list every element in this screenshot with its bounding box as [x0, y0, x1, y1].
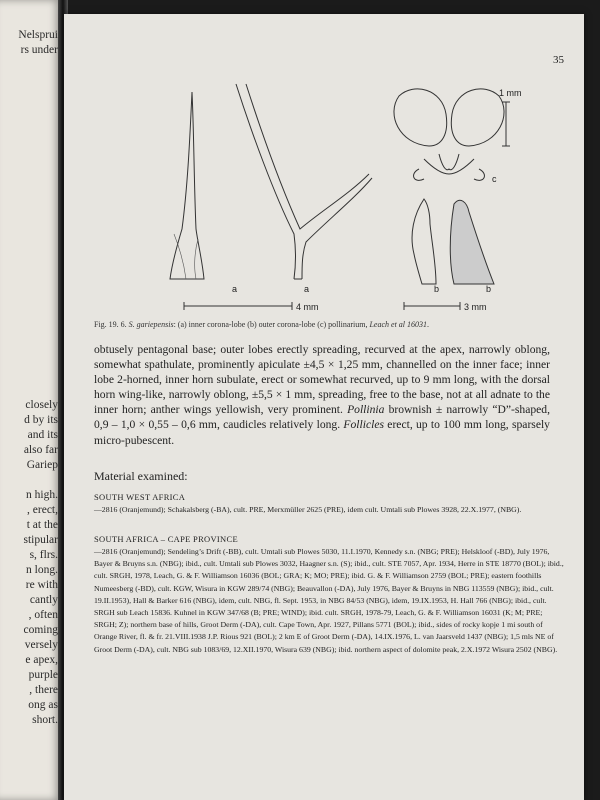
- left-fragment: also far: [23, 444, 58, 456]
- left-fragment: s, flrs.: [29, 549, 58, 561]
- left-fragment: re with: [25, 579, 58, 591]
- botanical-figure: [124, 74, 524, 319]
- material-heading: Material examined:: [94, 469, 188, 483]
- caption-source: Leach et al 16031: [369, 320, 428, 329]
- figure-caption: [94, 320, 564, 329]
- label-a2: a: [304, 284, 310, 294]
- sacp-records: —2816 (Oranjemund); Sendeling’s Drift (-BB), cult. Umtali sub Plowes 5030, 11.I.1970, Kennedy s.n. (NBG; PRE); Helskloof (-BD), July 1976, Bayer & Bruyns s.n. (NBG); ibid., cult. Umtali sub Plowes 3032, Haagner s.n. (S); ibid., cult. STE 7057, Apr. 1934, Herre in STE 18770 (BOL); ibid., cult. SRGH, 1978, Leach, G. & F. Williamson 16036 (BOL; GRA; K; MO; PRE); ibid. G. & F. Williamson 2759 (BOL; PRE); eastern foothills Numeesberg (-BD), cult. KGW, Wisura in KGW 289/74 (NBG); Beauvallon (-DA), July 1976, Bayer & Bruyns in NBG 113559 (NBG); ibid., cult. 19.II.1953), Hall & Barker 616 (NBG), idem, cult. NBG, fl. Sept. 1953, in NBG 84/53 (NBG), idem, 19.IX.1953, H. Hall 766 (NBG); ibid., cult. SRGH sub Leach 15836. Kuhnel in KGW 347/68 (B; PRE; WIND); ibid. cult. SRGH, 1978-79, Leach, G. & F. Williamson 16031 (K; M; PRE; SRGH; Z); northern base of hills, Groot Derm (-DA), cult. Cape Town, Apr. 1927, Pillans 5771 (BOL); ibid., sides of rocky kopje 1 mi south of Orange River, fl. & fr. 21.VIII.1938 J.P. Rious 921 (BOL); 2 km E of Groot Derm (-DA), 14.IX.1976, L. van Jaarsveld 1437 (NBG); 1,5 mls NE of Groot Derm (-DA), cult. NBG sub 1083/69, 12.XII.1970, Wisura 639 (NBG); ibid. northern aspect of dolomite peak, 2.X.1972 Wisura 2502 (NBG).: [94, 547, 564, 654]
- outer-lobe-drawing-b1: [412, 199, 436, 284]
- left-fragment: , often: [28, 609, 58, 621]
- pollinia-text: brownish ± narrowly “D”-shaped, 0,9 – 1,0 × 0,55 – 0,6 mm, caudicles relatively long.: [94, 403, 550, 432]
- follicles-text: erect, up to 100 mm long, sparsely micro-pubescent.: [94, 418, 550, 447]
- left-page-edge: [0, 0, 62, 800]
- left-fragment: coming: [23, 624, 58, 636]
- label-a1: a: [232, 284, 238, 294]
- left-fragment: ong as: [28, 699, 58, 711]
- description-text: obtusely pentagonal base; outer lobes erectly spreading, recurved at the apex, narrowly oblong, somewhat spathulate, prominently apiculate ±4,5 × 1,25 mm, channelled on the inner face; inner lobe 2-horned, inner horn subulate, erect or somewhat recurved, up to 9 mm long, with the dorsal horn wing-like, narrowly oblong, ±5,5 × 1 mm, spreading, free to the base, not at all adnate to the inner horn; anther wings yellowish, very prominent.: [94, 343, 550, 417]
- left-fragment: closely: [25, 399, 58, 411]
- pollinarium-drawing: [394, 89, 504, 180]
- left-fragment: , erect,: [27, 504, 58, 516]
- outer-lobe-drawing-b2: [450, 200, 494, 284]
- figure-drawing: [124, 74, 524, 319]
- scale-label-c: 1 mm: [499, 88, 522, 98]
- left-fragment: purple: [28, 669, 58, 681]
- caption-end: .: [427, 320, 430, 329]
- page-number: 35: [553, 54, 564, 66]
- left-fragment: t at the: [26, 519, 58, 531]
- caption-prefix: Fig. 19. 6.: [94, 320, 127, 329]
- caption-species: S. gariepensis: [128, 320, 174, 329]
- left-fragment: e apex,: [25, 654, 58, 666]
- corona-lobe-drawing-a2: [236, 84, 372, 279]
- book-page: [64, 14, 584, 800]
- left-fragment: versely: [24, 639, 58, 651]
- left-fragment: Nelsprui: [18, 29, 58, 41]
- left-fragment: Gariep: [26, 459, 58, 471]
- left-fragment: n high.: [26, 489, 58, 501]
- corona-lobe-drawing-a1: [170, 92, 204, 279]
- left-fragment: cantly: [29, 594, 58, 606]
- description-paragraph: [94, 342, 550, 448]
- left-fragment: n long.: [26, 564, 58, 576]
- left-fragment: d by its: [24, 414, 58, 426]
- left-fragment: and its: [27, 429, 58, 441]
- swa-title: SOUTH WEST AFRICA: [94, 492, 186, 502]
- sacp-title: SOUTH AFRICA – CAPE PROVINCE: [94, 534, 238, 544]
- left-fragment: stipular: [23, 534, 58, 546]
- label-c: c: [492, 174, 497, 184]
- label-b1: b: [434, 284, 440, 294]
- label-b2: b: [486, 284, 492, 294]
- follicles-label: Follicles: [343, 418, 384, 432]
- left-fragment: short.: [32, 714, 58, 726]
- scale-label-b: 3 mm: [464, 302, 487, 312]
- left-fragment: rs under: [20, 44, 58, 56]
- left-fragment: , there: [29, 684, 58, 696]
- swa-records: —2816 (Oranjemund); Schakalsberg (-BA), cult. PRE, Merxmüller 2625 (PRE), idem cult. Umtali sub Plowes 3928, 22.X.1977, (NBG).: [94, 505, 522, 514]
- pollinia-label: Pollinia: [347, 403, 385, 417]
- scale-label-a: 4 mm: [296, 302, 319, 312]
- caption-description: : (a) inner corona-lobe (b) outer corona-lobe (c) pollinarium,: [173, 320, 370, 329]
